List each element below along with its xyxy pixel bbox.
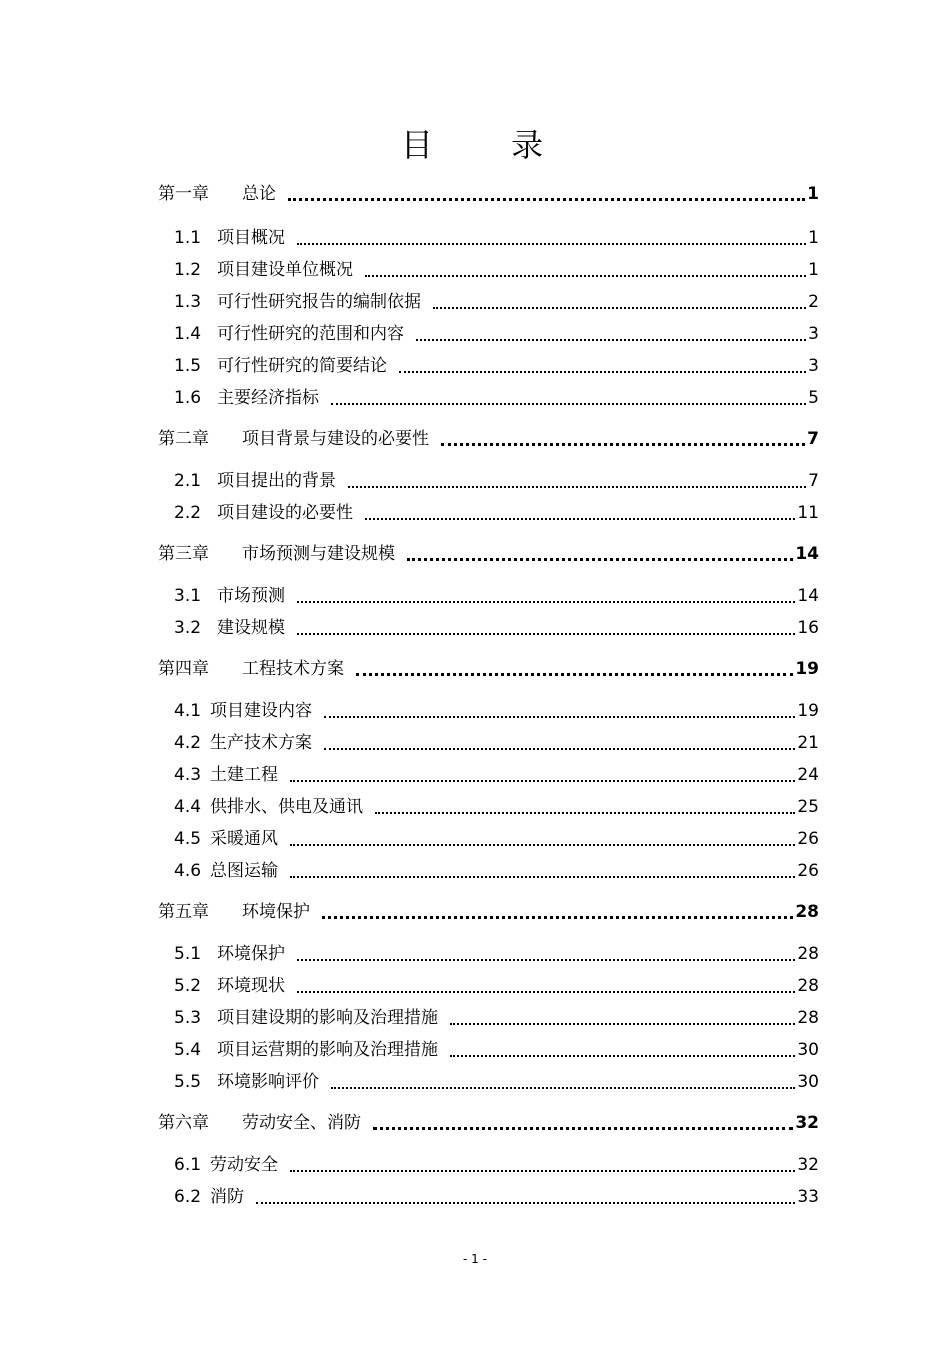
toc-entry-number: 6.1 (174, 1155, 202, 1175)
toc-entry-title: 可行性研究报告的编制依据 (217, 292, 421, 312)
toc-page-number: 24 (797, 765, 819, 785)
toc-page-number: 30 (797, 1072, 819, 1092)
toc-section-entry[interactable] (174, 1149, 819, 1175)
toc-dot-leader (407, 557, 793, 561)
toc-entry-title: 总论 (242, 184, 276, 204)
toc-dot-leader (288, 197, 805, 201)
toc-entry-title: 建设规模 (217, 618, 285, 638)
toc-entry-number: 第五章 (158, 902, 209, 922)
toc-entry-title: 项目背景与建设的必要性 (242, 429, 429, 449)
toc-entry-title: 环境保护 (217, 944, 285, 964)
toc-dot-leader (450, 1022, 795, 1025)
toc-section-entry[interactable] (174, 727, 819, 753)
toc-dot-leader (399, 370, 806, 373)
toc-dot-leader (348, 485, 806, 488)
toc-entry-title: 环境现状 (217, 976, 285, 996)
toc-page-number: 7 (807, 429, 819, 449)
toc-entry-number: 第一章 (158, 184, 209, 204)
toc-page-number: 1 (808, 228, 819, 248)
toc-section-entry[interactable] (174, 318, 819, 344)
toc-entry-title: 项目提出的背景 (217, 471, 336, 491)
toc-chapter-entry[interactable] (158, 1107, 819, 1133)
toc-chapter-entry[interactable] (158, 538, 819, 564)
toc-dot-leader (365, 274, 806, 277)
toc-entry-number: 1.4 (174, 324, 202, 344)
toc-entry-number: 5.4 (174, 1040, 202, 1060)
toc-entry-title: 市场预测 (217, 586, 285, 606)
toc-entry-title: 可行性研究的范围和内容 (217, 324, 404, 344)
toc-entry-number: 4.4 (174, 797, 202, 817)
toc-dot-leader (365, 517, 795, 520)
toc-entry-number: 1.3 (174, 292, 202, 312)
toc-page-number: 19 (797, 701, 819, 721)
toc-dot-leader (297, 958, 795, 961)
toc-entry-number: 第二章 (158, 429, 209, 449)
toc-entry-number: 5.5 (174, 1072, 202, 1092)
toc-section-entry[interactable] (174, 791, 819, 817)
toc-section-entry[interactable] (174, 382, 819, 408)
toc-section-entry[interactable] (174, 695, 819, 721)
toc-entry-number: 第六章 (158, 1113, 209, 1133)
toc-dot-leader (297, 600, 795, 603)
toc-entry-title: 环境保护 (242, 902, 310, 922)
toc-page-number: 1 (808, 260, 819, 280)
toc-page-number: 11 (797, 503, 819, 523)
toc-entry-title: 项目建设单位概况 (217, 260, 353, 280)
toc-entry-number: 第四章 (158, 659, 209, 679)
toc-dot-leader (297, 242, 806, 245)
toc-section-entry[interactable] (174, 580, 819, 606)
toc-page-number: 33 (797, 1187, 819, 1207)
toc-entry-title: 消防 (210, 1187, 244, 1207)
toc-entry-number: 2.1 (174, 471, 202, 491)
toc-dot-leader (297, 632, 795, 635)
toc-section-entry[interactable] (174, 759, 819, 785)
toc-page-number: 28 (797, 976, 819, 996)
toc-dot-leader (450, 1054, 795, 1057)
toc-page-number: 16 (797, 618, 819, 638)
toc-page-number: 28 (795, 902, 819, 922)
toc-page-number: 2 (808, 292, 819, 312)
toc-entry-number: 4.5 (174, 829, 202, 849)
toc-page-number: 21 (797, 733, 819, 753)
toc-dot-leader (322, 915, 793, 919)
toc-entry-number: 4.1 (174, 701, 202, 721)
toc-entry-title: 可行性研究的简要结论 (217, 356, 387, 376)
toc-entry-number: 5.2 (174, 976, 202, 996)
toc-dot-leader (441, 442, 805, 446)
toc-section-entry[interactable] (174, 1066, 819, 1092)
toc-dot-leader (373, 1126, 793, 1130)
toc-entry-title: 项目建设的必要性 (217, 503, 353, 523)
toc-entry-number: 6.2 (174, 1187, 202, 1207)
toc-page-number: 32 (795, 1113, 819, 1133)
toc-entry-title: 市场预测与建设规模 (242, 544, 395, 564)
toc-chapter-entry[interactable] (158, 423, 819, 449)
toc-entry-number: 5.1 (174, 944, 202, 964)
toc-entry-number: 2.2 (174, 503, 202, 523)
toc-entry-number: 1.6 (174, 388, 202, 408)
toc-page-number: 14 (795, 544, 819, 564)
toc-page-number: 26 (797, 829, 819, 849)
toc-dot-leader (375, 811, 795, 814)
toc-chapter-entry[interactable] (158, 653, 819, 679)
toc-section-entry[interactable] (174, 855, 819, 881)
toc-entry-title: 工程技术方案 (242, 659, 344, 679)
toc-section-entry[interactable] (174, 1002, 819, 1028)
toc-entry-title: 土建工程 (210, 765, 278, 785)
toc-section-entry[interactable] (174, 497, 819, 523)
toc-dot-leader (290, 875, 795, 878)
toc-dot-leader (433, 306, 806, 309)
toc-section-entry[interactable] (174, 286, 819, 312)
toc-dot-leader (416, 338, 806, 341)
toc-entry-title: 主要经济指标 (217, 388, 319, 408)
toc-section-entry[interactable] (174, 254, 819, 280)
toc-section-entry[interactable] (174, 350, 819, 376)
toc-entry-title: 项目建设内容 (210, 701, 312, 721)
toc-page-number: 28 (797, 1008, 819, 1028)
toc-entry-title: 项目建设期的影响及治理措施 (217, 1008, 438, 1028)
toc-entry-number: 3.1 (174, 586, 202, 606)
toc-entry-number: 1.5 (174, 356, 202, 376)
toc-dot-leader (331, 402, 806, 405)
toc-dot-leader (290, 779, 795, 782)
page-title: 目 录 (400, 126, 578, 164)
toc-dot-leader (297, 990, 795, 993)
toc-dot-leader (324, 715, 795, 718)
toc-page-number: 3 (808, 356, 819, 376)
page-number-footer: - 1 - (463, 1252, 487, 1266)
toc-entry-number: 1.1 (174, 228, 202, 248)
toc-entry-title: 总图运输 (210, 861, 278, 881)
toc-section-entry[interactable] (174, 1034, 819, 1060)
toc-entry-number: 3.2 (174, 618, 202, 638)
toc-dot-leader (331, 1086, 795, 1089)
toc-page-number: 19 (795, 659, 819, 679)
toc-entry-number: 5.3 (174, 1008, 202, 1028)
toc-dot-leader (290, 1169, 795, 1172)
toc-page-number: 26 (797, 861, 819, 881)
toc-chapter-entry[interactable] (158, 178, 819, 204)
toc-entry-number: 4.3 (174, 765, 202, 785)
toc-entry-title: 劳动安全 (210, 1155, 278, 1175)
toc-section-entry[interactable] (174, 1181, 819, 1207)
toc-entry-title: 环境影响评价 (217, 1072, 319, 1092)
toc-section-entry[interactable] (174, 938, 819, 964)
toc-entry-number: 4.2 (174, 733, 202, 753)
toc-entry-number: 1.2 (174, 260, 202, 280)
toc-page-number: 30 (797, 1040, 819, 1060)
toc-dot-leader (290, 843, 795, 846)
toc-section-entry[interactable] (174, 465, 819, 491)
toc-page-number: 28 (797, 944, 819, 964)
toc-page-number: 14 (797, 586, 819, 606)
toc-page-number: 3 (808, 324, 819, 344)
toc-page-number: 7 (808, 471, 819, 491)
toc-entry-title: 项目运营期的影响及治理措施 (217, 1040, 438, 1060)
toc-entry-number: 第三章 (158, 544, 209, 564)
toc-page-number: 5 (808, 388, 819, 408)
toc-entry-title: 项目概况 (217, 228, 285, 248)
toc-dot-leader (324, 747, 795, 750)
toc-page-number: 32 (797, 1155, 819, 1175)
toc-dot-leader (356, 672, 793, 676)
toc-entry-title: 劳动安全、消防 (242, 1113, 361, 1133)
toc-page-number: 25 (797, 797, 819, 817)
toc-section-entry[interactable] (174, 823, 819, 849)
toc-chapter-entry[interactable] (158, 896, 819, 922)
toc-entry-title: 生产技术方案 (210, 733, 312, 753)
toc-entry-title: 供排水、供电及通讯 (210, 797, 363, 817)
toc-page-number: 1 (807, 184, 819, 204)
toc-dot-leader (256, 1201, 795, 1204)
toc-section-entry[interactable] (174, 970, 819, 996)
toc-entry-number: 4.6 (174, 861, 202, 881)
toc-entry-title: 采暖通风 (210, 829, 278, 849)
toc-section-entry[interactable] (174, 612, 819, 638)
toc-section-entry[interactable] (174, 222, 819, 248)
